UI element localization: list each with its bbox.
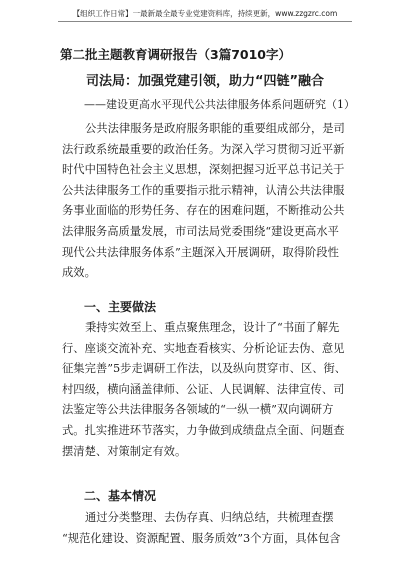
text-line: 通过分类整理、去伪存真、归纳总结，共梳理查摆	[85, 511, 334, 524]
text-line: “规范化建设、资源配置、服务质效”3个方面，具体包含	[62, 531, 341, 545]
text-line: 式。扎实推进环节落实，力争做到成绩盘点全面、问题查	[62, 423, 345, 437]
section-heading-main-practices: 一、主要做法	[84, 300, 157, 314]
text-line: 法鉴定等公共法律服务各领域的“一纵一横”双向调研方	[62, 403, 334, 417]
text-line: 摆清楚、对策制定有效。	[62, 444, 187, 458]
section-heading-basic-situation: 二、基本情况	[84, 489, 157, 503]
text-line: 征集完善”5步走调研工作法，以及纵向贯穿市、区、街、	[62, 362, 347, 376]
text-line: 务事业面临的形势任务、存在的困难问题，不断推动公共	[62, 204, 345, 218]
text-line: 现代公共法律服务体系”主题深入开展调研，取得阶段性	[62, 245, 339, 259]
section1-paragraph	[62, 318, 352, 462]
report-title: 司法局：加强党建引领，助力“四链”融合	[85, 74, 325, 89]
report-subtitle: ——建设更高水平现代公共法律服务体系问题研究（1）	[84, 98, 355, 111]
text-line: 公共法律服务是政府服务职能的重要组成部分，是司	[85, 122, 345, 135]
intro-paragraph	[62, 119, 352, 284]
text-line: 村四级，横向涵盖律师、公证、人民调解、法律宣传、司	[62, 382, 345, 396]
document-title: 第二批主题教育调研报告（3篇7010字）	[60, 47, 291, 62]
header-divider	[58, 21, 352, 22]
text-line: 行、座谈交流补充、实地查看核实、分析论证去伪、意见	[62, 341, 345, 355]
text-line: 成效。	[62, 266, 96, 280]
text-line: 法行政系统最重要的政治任务。为深入学习贯彻习近平新	[62, 142, 345, 156]
page-header: 【组织工作日常】一最新最全最专业党建资料库，持续更新，www.zzgzrc.com	[72, 9, 338, 18]
text-line: 秉持实效至上、重点聚焦理念，设计了“书面了解先	[85, 321, 340, 334]
text-line: 法律服务高质量发展，市司法局党委围绕“建设更高水平	[62, 224, 339, 238]
section2-paragraph	[62, 508, 352, 549]
text-line: 公共法律服务工作的重要指示批示精神，认清公共法律服	[62, 183, 345, 197]
text-line: 时代中国特色社会主义思想，深刻把握习近平总书记关于	[62, 163, 345, 177]
